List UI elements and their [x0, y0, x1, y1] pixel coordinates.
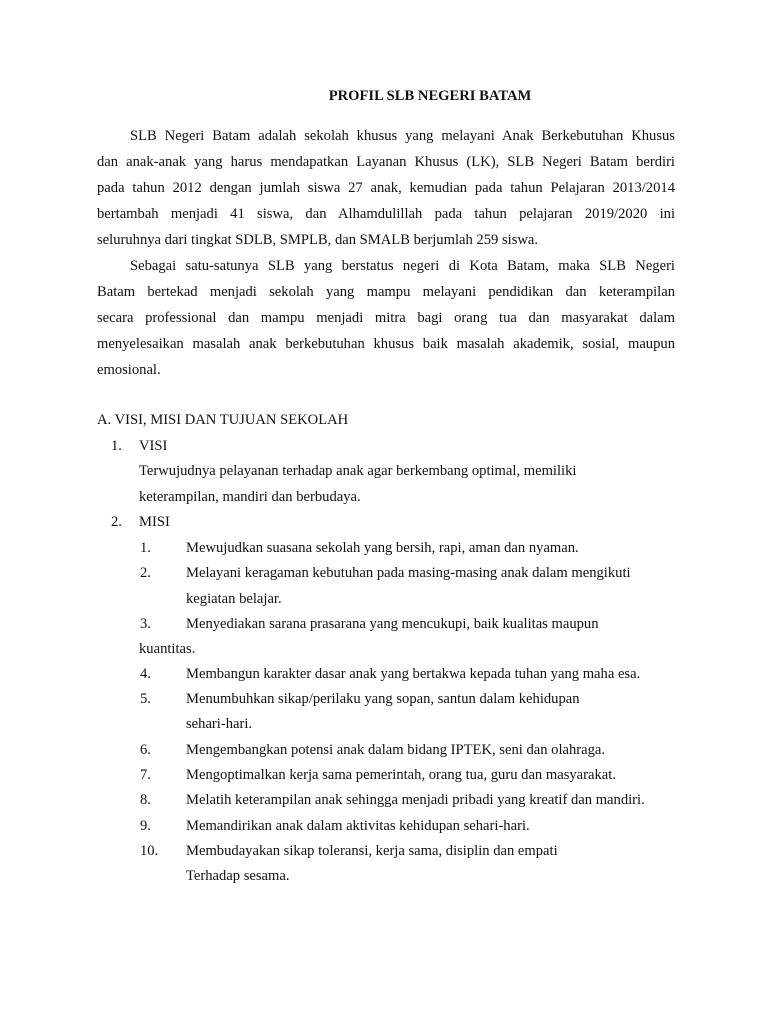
misi-item-number: 3. — [140, 616, 151, 632]
misi-item-text: Membudayakan sikap toleransi, kerja sama, disiplin dan empati — [186, 843, 558, 859]
text-line: dan anak-anak yang harus mendapatkan Layanan Khusus (LK), SLB Negeri Batam berdiri — [97, 154, 675, 170]
misi-label: MISI — [139, 514, 170, 530]
misi-item-number: 5. — [140, 691, 151, 707]
misi-item-text: Mengembangkan potensi anak dalam bidang IPTEK, seni dan olahraga. — [186, 742, 606, 758]
text-line: pada tahun 2012 dengan jumlah siswa 27 anak, kemudian pada tahun Pelajaran 2013/2014 — [97, 180, 675, 196]
misi-item-number: 8. — [140, 792, 151, 808]
text-line: Sebagai satu-satunya SLB yang berstatus negeri di Kota Batam, maka SLB Negeri — [130, 258, 675, 274]
misi-item-text: kegiatan belajar. — [186, 591, 282, 607]
list-number: 2. — [111, 514, 122, 530]
misi-item-number: 4. — [140, 666, 151, 682]
misi-item-number: 1. — [140, 540, 151, 556]
misi-item-text: Terhadap sesama. — [186, 868, 290, 884]
document-title: PROFIL SLB NEGERI BATAM — [328, 88, 532, 104]
text-line: emosional. — [97, 362, 161, 378]
misi-item-text: Melayani keragaman kebutuhan pada masing-masing anak dalam mengikuti — [186, 565, 631, 581]
misi-item-text: kuantitas. — [139, 641, 196, 657]
list-number: 1. — [111, 438, 122, 454]
misi-item-number: 7. — [140, 767, 151, 783]
misi-item-number: 9. — [140, 818, 151, 834]
visi-label: VISI — [139, 438, 168, 454]
misi-item-text: Memandirikan anak dalam aktivitas kehidupan sehari-hari. — [186, 818, 530, 834]
misi-item-number: 2. — [140, 565, 151, 581]
text-line: SLB Negeri Batam adalah sekolah khusus yang melayani Anak Berkebutuhan Khusus — [130, 128, 675, 144]
misi-item-text: Mewujudkan suasana sekolah yang bersih, rapi, aman dan nyaman. — [186, 540, 579, 556]
text-line: secara professional dan mampu menjadi mitra bagi orang tua dan masyarakat dalam — [97, 310, 675, 326]
misi-item-number: 10. — [140, 843, 159, 859]
section-heading: A. VISI, MISI DAN TUJUAN SEKOLAH — [97, 412, 349, 428]
misi-item-text: Melatih keterampilan anak sehingga menjadi pribadi yang kreatif dan mandiri. — [186, 792, 645, 808]
misi-item-text: Menyediakan sarana prasarana yang mencukupi, baik kualitas maupun — [186, 616, 599, 632]
misi-item-text: Mengoptimalkan kerja sama pemerintah, orang tua, guru dan masyarakat. — [186, 767, 616, 783]
misi-item-text: Membangun karakter dasar anak yang bertakwa kepada tuhan yang maha esa. — [186, 666, 641, 682]
text-line: bertambah menjadi 41 siswa, dan Alhamdulillah pada tahun pelajaran 2019/2020 ini — [97, 206, 675, 222]
visi-text: Terwujudnya pelayanan terhadap anak agar berkembang optimal, memiliki — [139, 463, 577, 479]
text-line: Batam bertekad menjadi sekolah yang mampu melayani pendidikan dan keterampilan — [97, 284, 675, 300]
text-line: seluruhnya dari tingkat SDLB, SMPLB, dan SMALB berjumlah 259 siswa. — [97, 232, 539, 248]
visi-text: keterampilan, mandiri dan berbudaya. — [139, 489, 361, 505]
misi-item-text: sehari-hari. — [186, 716, 253, 732]
misi-item-number: 6. — [140, 742, 151, 758]
text-line: menyelesaikan masalah anak berkebutuhan khusus baik masalah akademik, sosial, maupun — [97, 336, 675, 352]
misi-item-text: Menumbuhkan sikap/perilaku yang sopan, santun dalam kehidupan — [186, 691, 580, 707]
